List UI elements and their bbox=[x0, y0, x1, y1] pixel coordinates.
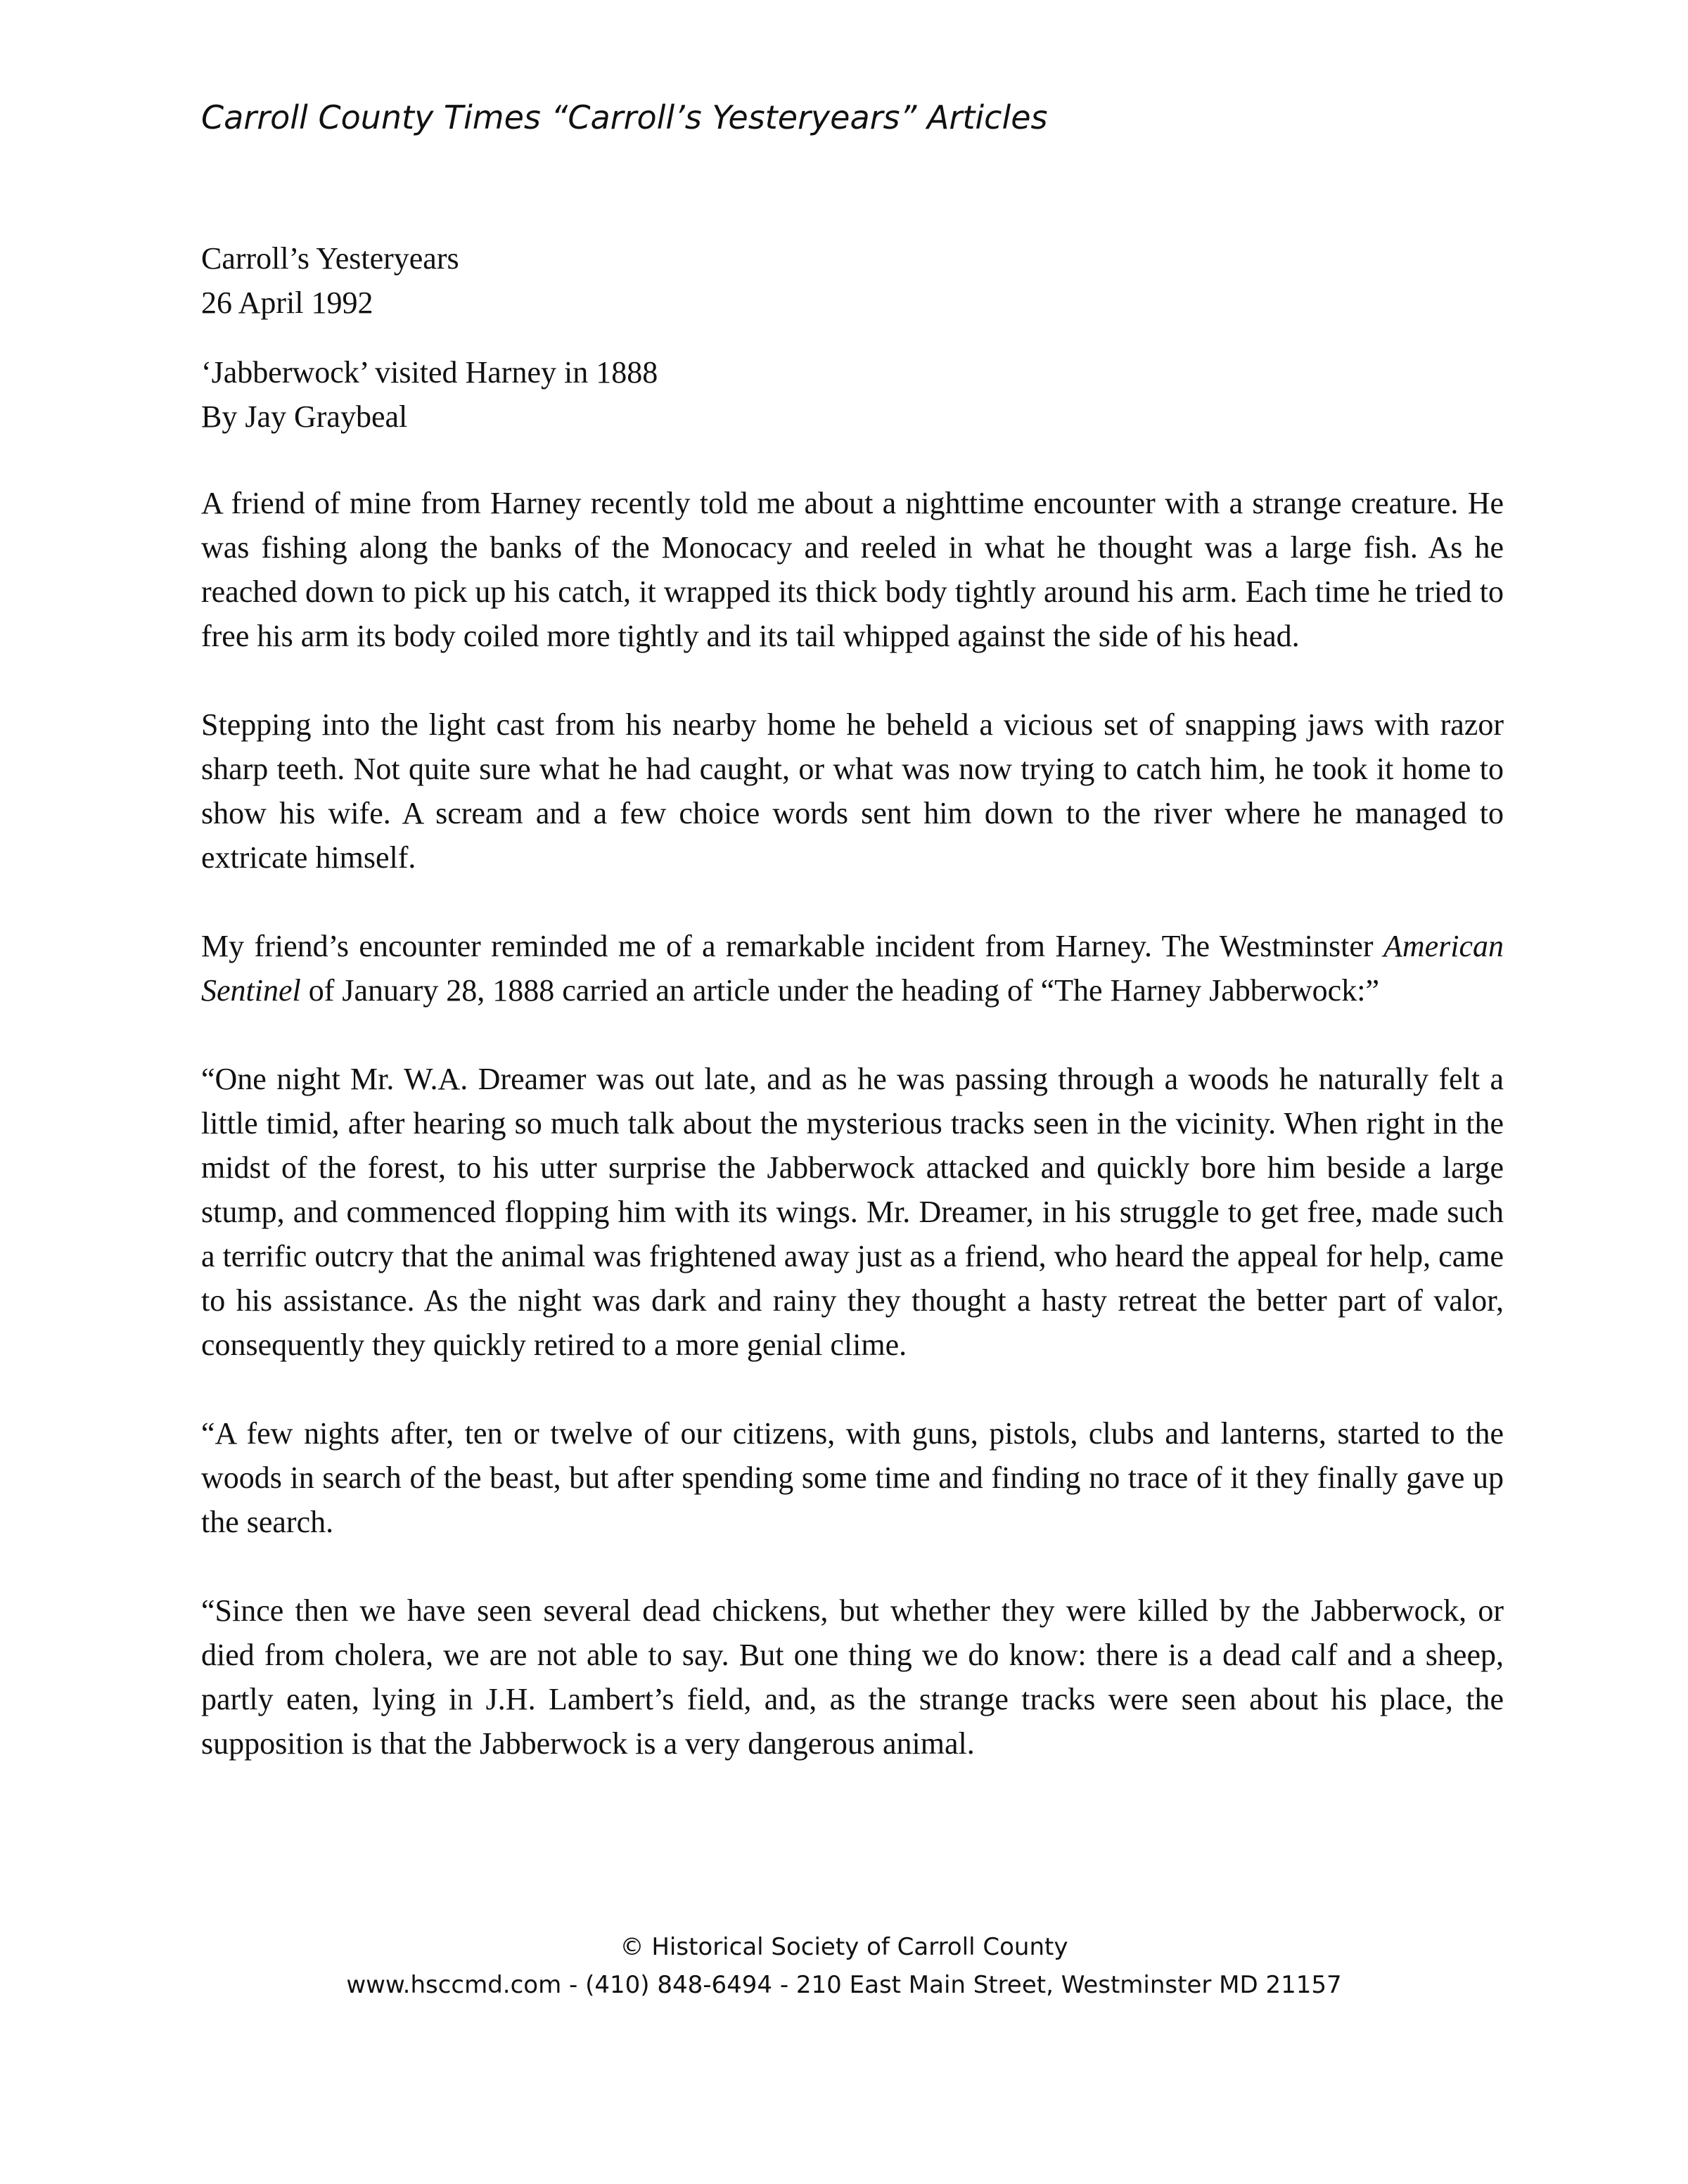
footer-copyright: © Historical Society of Carroll County bbox=[620, 1933, 1068, 1961]
quoted-paragraph-2: “A few nights after, ten or twelve of our citizens, with guns, pistols, clubs and lanterns, started to the woods in search of the beast, but after spending some time and finding no trace of it they finally gave up the search. bbox=[201, 1416, 1504, 1539]
footer-contact: www.hsccmd.com - (410) 848-6494 - 210 East Main Street, Westminster MD 21157 bbox=[346, 1971, 1342, 1999]
newspaper-title: American Sentinel bbox=[201, 929, 1504, 1008]
quoted-paragraph-1: “One night Mr. W.A. Dreamer was out late, and as he was passing through a woods he naturally felt a little timid, after hearing so much talk about the mysterious tracks seen in the vicinity. When right in the midst of the forest, to his utter surprise the Jabberwock attacked and quickly bore him beside a large stump, and commenced flopping him with its wings. Mr. Dreamer, in his struggle to get free, made such a terrific outcry that the animal was frightened away just as a friend, who heard the appeal for help, came to his assistance. As the night was dark and rainy they thought a hasty retreat the better part of valor, consequently they quickly retired to a more genial clime. bbox=[201, 1062, 1504, 1362]
article-date: 26 April 1992 bbox=[201, 285, 373, 320]
column-name: Carroll’s Yesteryears bbox=[201, 241, 459, 276]
running-header: Carroll County Times “Carroll’s Yesteryears” Articles bbox=[201, 98, 1048, 136]
paragraph-1: A friend of mine from Harney recently told me about a nighttime encounter with a strange creature. He was fishing along the banks of the Monocacy and reeled in what he thought was a large fish. As he reached down to pick up his catch, it wrapped its thick body tightly around his arm. Each time he tried to free his arm its body coiled more tightly and its tail whipped against the side of his head. bbox=[201, 486, 1504, 653]
quoted-paragraph-3: “Since then we have seen several dead chickens, but whether they were killed by the Jabberwock, or died from cholera, we are not able to say. But one thing we do know: there is a dead calf and a sheep, partly eaten, lying in J.H. Lambert’s field, and, as the strange tracks were seen about his place, the supposition is that the Jabberwock is a very dangerous animal. bbox=[201, 1593, 1504, 1761]
article-headline: ‘Jabberwock’ visited Harney in 1888 bbox=[201, 355, 658, 390]
paragraph-3-rest: of January 28, 1888 carried an article under the heading of “The Harney Jabberwock:” bbox=[300, 973, 1379, 1008]
paragraph-2: Stepping into the light cast from his nearby home he beheld a vicious set of snapping jaws with razor sharp teeth. Not quite sure what he had caught, or what was now trying to catch him, he took it home to show his wife. A scream and a few choice words sent him down to the river where he managed to extricate himself. bbox=[201, 707, 1504, 875]
paragraph-3 bbox=[201, 924, 1504, 1013]
article-body bbox=[201, 236, 1504, 1766]
page-footer bbox=[0, 1928, 1688, 2004]
paragraph-3-lead: My friend’s encounter reminded me of a remarkable incident from Harney. The Westminster bbox=[201, 929, 1383, 963]
article-byline: By Jay Graybeal bbox=[201, 399, 408, 434]
